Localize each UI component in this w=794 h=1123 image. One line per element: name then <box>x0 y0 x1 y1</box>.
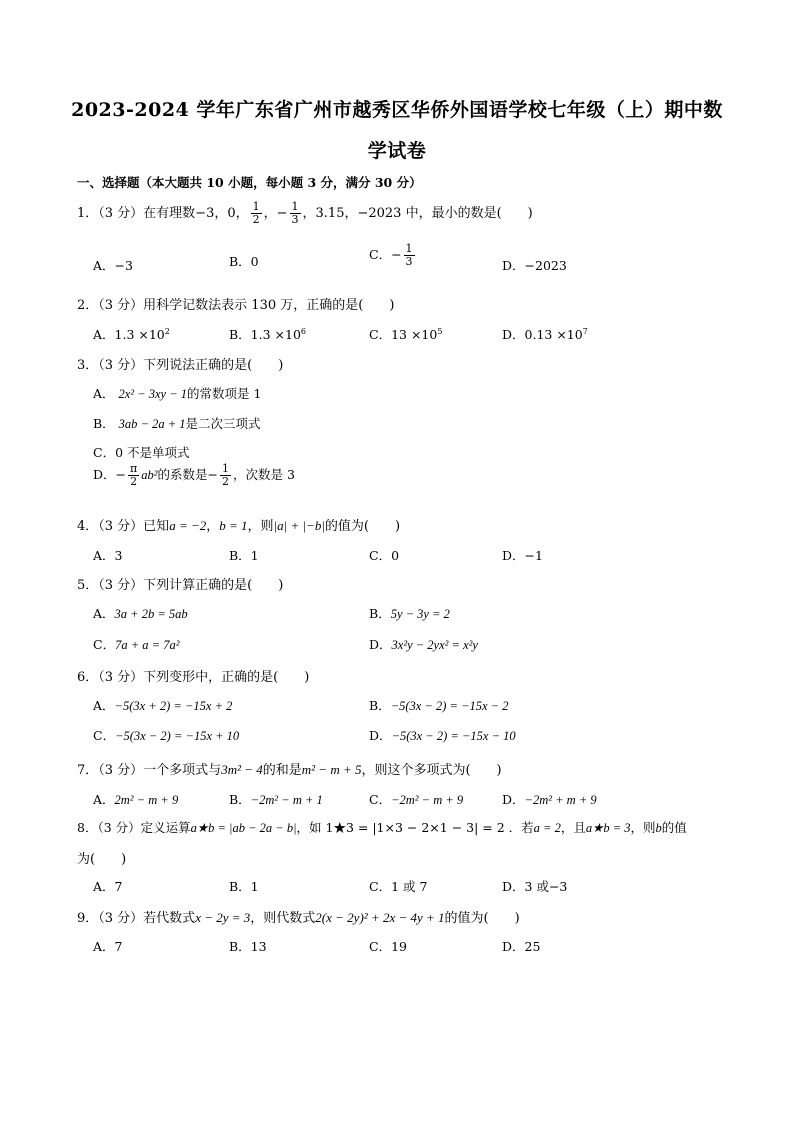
question-1-stem: 1．（3 分）在有理数−3，0， $\frac{1}{2}$ ，− $\frac{1}{3}$ ，3.15，−2023 中，最小的数是( ) <box>77 200 533 227</box>
q3-option-d: D．− $\frac{\pi}{2}$ ab²的系数是− $\frac{1}{2}$ ，次数是 3 <box>93 462 295 489</box>
q5-option-d: D．3x²y − 2yx² = x²y <box>369 637 478 652</box>
fraction-one-half: $\frac{1}{2}$ <box>252 200 260 227</box>
q9-option-d: D．25 <box>502 939 541 954</box>
q1-option-c: C．− $\frac{1}{3}$ <box>369 242 413 269</box>
q2-option-d: D．$0.13 \times 10^7$ <box>502 326 588 342</box>
q8-option-a: A．7 <box>93 879 123 894</box>
q7-option-d: D．−2m² + m + 9 <box>502 792 597 807</box>
q2-option-b: B．$1.3 \times 10^6$ <box>229 326 307 342</box>
q7-option-b: B．−2m² − m + 1 <box>229 792 323 807</box>
q1-option-a: A．−3 <box>93 258 133 273</box>
q2-option-c: C．$13 \times 10^5$ <box>369 326 443 342</box>
q3-option-c: C．0 不是单项式 <box>93 445 190 460</box>
q7-option-c: C．−2m² − m + 9 <box>369 792 464 807</box>
q2-option-a: A．$1.3 \times 10^2$ <box>93 326 170 342</box>
q4-option-a: A．3 <box>93 548 123 563</box>
question-6-stem: 6．（3 分）下列变形中，正确的是( ) <box>77 670 310 685</box>
q5-option-a: A．3a + 2b = 5ab <box>93 606 188 621</box>
q6-option-c: C．−5(3x − 2) = −15x + 10 <box>93 728 240 743</box>
question-4-stem: 4．（3 分）已知a = −2，b = 1，则|a| + |−b|的值为( ) <box>77 518 401 534</box>
q5-option-b: B．5y − 3y = 2 <box>369 606 450 621</box>
question-2-stem: 2．（3 分）用科学记数法表示 130 万，正确的是( ) <box>77 298 395 313</box>
q9-option-b: B．13 <box>229 939 267 954</box>
fraction-one-third: $\frac{1}{3}$ <box>291 200 299 227</box>
q6-option-a: A．−5(3x + 2) = −15x + 2 <box>93 698 233 713</box>
q1-option-d: D．−2023 <box>502 258 567 273</box>
q3-option-b: B． 3ab − 2a + 1是二次三项式 <box>93 416 261 431</box>
q6-option-d: D．−5(3x − 2) = −15x − 10 <box>369 728 516 743</box>
question-7-stem: 7．（3 分）一个多项式与3m² − 4的和是m² − m + 5，则这个多项式为( ) <box>77 762 502 778</box>
q9-option-c: C．19 <box>369 939 407 954</box>
question-3-stem: 3．（3 分）下列说法正确的是( ) <box>77 358 284 373</box>
section-heading-multiple-choice: 一、选择题（本大题共 10 小题，每小题 3 分，满分 30 分） <box>77 175 422 190</box>
exam-title-line-1: 2023-2024 学年广东省广州市越秀区华侨外国语学校七年级（上）期中数 <box>71 99 723 121</box>
q4-option-c: C．0 <box>369 548 400 563</box>
q8-option-b: B．1 <box>229 879 259 894</box>
q9-option-a: A．7 <box>93 939 123 954</box>
exam-title-line-2: 学试卷 <box>367 140 427 162</box>
q3-option-a: A． 2x² − 3xy − 1的常数项是 1 <box>93 386 262 401</box>
q4-option-d: D．−1 <box>502 548 543 563</box>
q4-option-b: B．1 <box>229 548 259 563</box>
question-9-stem: 9．（3 分）若代数式x − 2y = 3，则代数式2(x − 2y)² + 2x − 4y + 1的值为( ) <box>77 910 520 926</box>
question-8-stem-cont: 为( ) <box>77 852 127 867</box>
q8-option-d: D．3 或−3 <box>502 879 568 894</box>
q8-option-c: C．1 或 7 <box>369 879 428 894</box>
question-8-stem: 8．（3 分）定义运算a★b = |ab − 2a − b|，如 1★3 = |1×3 − 2×1 − 3| = 2 ．若a = 2，且a★b = 3，则b的值 <box>77 820 687 835</box>
q7-option-a: A．2m² − m + 9 <box>93 792 179 807</box>
q1-option-b: B．0 <box>229 254 259 269</box>
q5-option-c: C．7a + a = 7a² <box>93 637 180 652</box>
q6-option-b: B．−5(3x − 2) = −15x − 2 <box>369 698 509 713</box>
question-5-stem: 5．（3 分）下列计算正确的是( ) <box>77 578 284 593</box>
